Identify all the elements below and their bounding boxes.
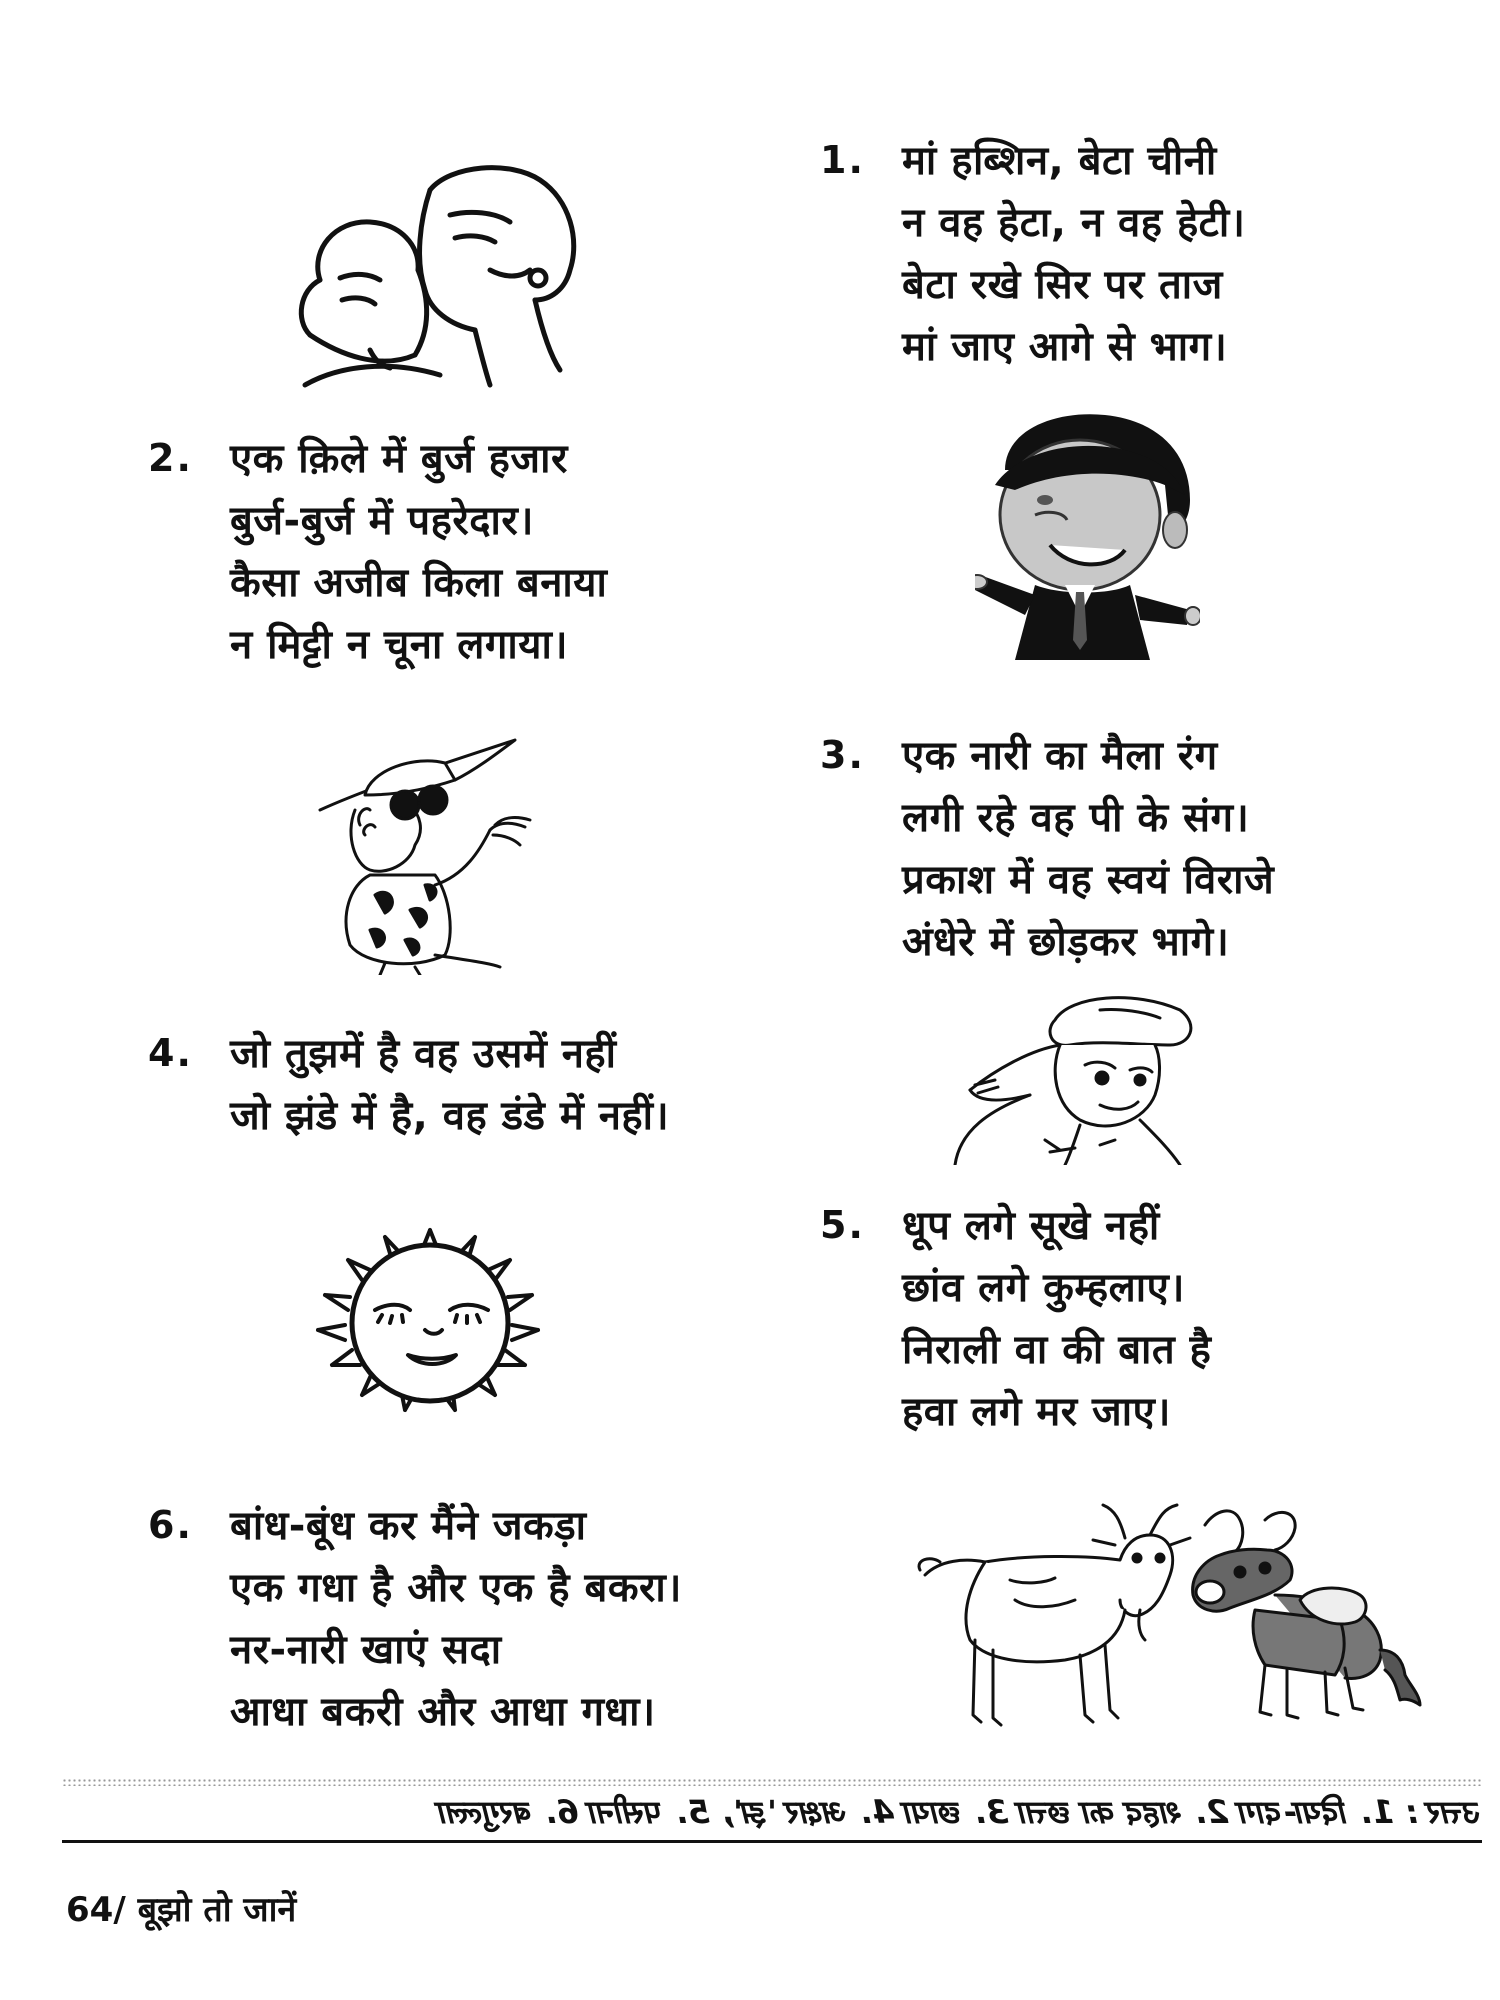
riddle-line: हवा लगे मर जाए। (902, 1389, 1171, 1435)
cartoon-boy-in-suit-illustration (975, 410, 1200, 660)
riddle-lines (902, 130, 1245, 378)
riddle-line: एक नारी का मैला रंग (902, 733, 1218, 779)
riddle-line: धूप लगे सूखे नहीं (902, 1203, 1160, 1249)
riddle-line: बेटा रखे सिर पर ताज (902, 262, 1223, 308)
riddle-number: 6. (148, 1503, 193, 1547)
mother-and-son-faces-illustration (280, 160, 590, 390)
riddle-number: 2. (148, 436, 193, 480)
riddle-lines (902, 1195, 1211, 1443)
riddle-line: लगी रहे वह पी के संग। (902, 795, 1250, 841)
riddle-line: कैसा अजीब किला बनाया (230, 560, 608, 606)
goat-and-donkey-illustration (915, 1500, 1425, 1740)
woman-with-hat-and-glasses-illustration (315, 735, 565, 975)
riddle-line: मां जाए आगे से भाग। (902, 324, 1228, 370)
riddle-line: एक क़िले में बुर्ज हजार (230, 436, 568, 482)
riddle-line: मां हब्शिन, बेटा चीनी (902, 138, 1217, 184)
riddle-line: जो तुझमें है वह उसमें नहीं (230, 1031, 617, 1077)
saluting-boy-illustration (950, 990, 1200, 1165)
riddle-line: बुर्ज-बुर्ज में पहरेदार। (230, 498, 534, 544)
riddle-line: निराली वा की बात है (902, 1327, 1212, 1373)
smiling-sun-illustration (300, 1225, 560, 1415)
riddle-line: न वह हेटा, न वह हेटी। (902, 200, 1246, 246)
riddle-lines (902, 725, 1274, 973)
riddle-line: बांध-बूंध कर मैंने जकड़ा (230, 1503, 587, 1549)
riddle-line: एक गधा है और एक है बकरा। (230, 1565, 682, 1611)
donkey (1193, 1511, 1420, 1718)
riddle-line: छांव लगे कुम्हलाए। (902, 1265, 1185, 1311)
riddle-number: 4. (148, 1031, 193, 1075)
answer-divider (62, 1778, 1482, 1786)
riddle-lines (230, 1495, 682, 1743)
page-footer: 64/ बूझो तो जानें (66, 1890, 297, 1930)
riddle-lines (230, 1023, 669, 1147)
riddle-line: नर-नारी खाएं सदा (230, 1627, 502, 1673)
riddle-line: अंधेरे में छोड़कर भागे। (902, 919, 1230, 965)
riddle-line: न मिट्टी न चूना लगाया। (230, 622, 568, 668)
answers-mirrored-text: उत्तर : 1. दिया-दाग 2. शहद का छत्ता 3. छाया 4. अक्षर 'झ', 5. पसीना 6. बरगुल्ला (62, 1790, 1482, 1843)
goat (919, 1505, 1190, 1725)
riddle-line: जो झंडे में है, वह डंडे में नहीं। (230, 1093, 670, 1139)
riddle-number: 1. (820, 138, 865, 182)
riddle-lines (230, 428, 607, 676)
riddle-number: 3. (820, 733, 865, 777)
riddle-number: 5. (820, 1203, 865, 1247)
riddle-line: प्रकाश में वह स्वयं विराजे (902, 857, 1275, 903)
riddle-line: आधा बकरी और आधा गधा। (230, 1689, 656, 1735)
